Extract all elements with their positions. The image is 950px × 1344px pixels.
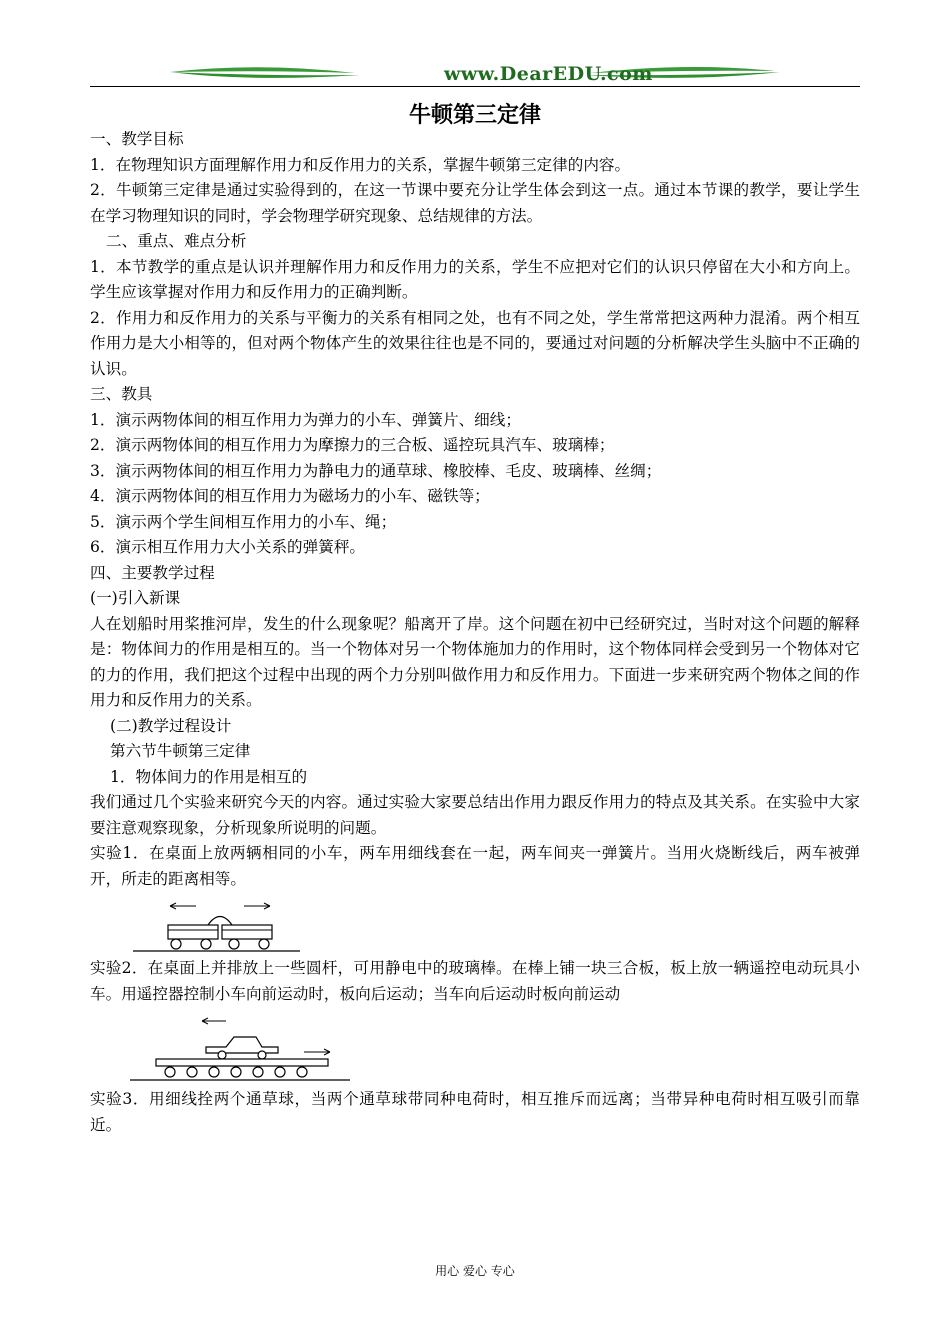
list-item: 5．演示两个学生间相互作用力的小车、绳； [90,512,397,531]
section-heading: 三、教具 [90,385,153,403]
paragraph: 1．在物理知识方面理解作用力和反作用力的关系，掌握牛顿第三定律的内容。 [90,155,631,174]
paragraph: 实验1．在桌面上放两辆相同的小车，两车用细线套在一起，两车间夹一弹簧片。当用火烧断线后，两车被弹开，所走的距离相等。 [90,844,860,888]
list-item: 6．演示相互作用力大小关系的弹簧秤。 [90,538,366,556]
list-item: 1．演示两物体间的相互作用力为弹力的小车、弹簧片、细线； [90,410,521,429]
list-item: 2．演示两物体间的相互作用力为摩擦力的三合板、遥控玩具汽车、玻璃棒； [90,436,615,454]
experiment-2-figure [90,1007,420,1087]
header-divider [90,86,860,87]
paragraph: 2．牛顿第三定律是通过实验得到的，在这一节课中要充分让学生体会到这一点。通过本节课的教学，要让学生在学习物理知识的同时，学会物理学研究现象、总结规律的方法。 [90,181,860,225]
paragraph: 我们通过几个实验来研究今天的内容。通过实验大家要总结出作用力跟反作用力的特点及其关系。在实验中大家要注意观察现象，分析现象所说明的问题。 [90,793,860,837]
section-heading: 二、重点、难点分析 [106,232,247,250]
list-item: 4．演示两物体间的相互作用力为磁场力的小车、磁铁等； [90,487,490,505]
subsection-heading: (一)引入新课 [90,589,181,607]
paragraph: 实验3．用细线拴两个通草球，当两个通草球带同种电荷时，相互推斥而远离；当带异种电荷时相互吸引而靠近。 [90,1090,860,1134]
list-item: 3．演示两物体间的相互作用力为静电力的通草球、橡胶棒、毛皮、玻璃棒、丝绸； [90,461,662,480]
page-header [90,60,860,90]
paragraph: 实验2．在桌面上并排放上一些圆杆，可用静电中的玻璃棒。在棒上铺一块三合板，板上放一辆遥控电动玩具小车。用遥控器控制小车向前运动时，板向后运动；当车向后运动时板向前运动 [90,959,860,1003]
paragraph: 1．本节教学的重点是认识并理解作用力和反作用力的关系，学生不应把对它们的认识只停留在大小和方向上。学生应该掌握对作用力和反作用力的正确判断。 [90,257,860,301]
page-title: 牛顿第三定律 [408,103,541,128]
site-logo[interactable]: www.DearEDU.com [444,63,653,85]
section-heading: 一、教学目标 [90,130,184,148]
experiment-1-figure [90,892,420,956]
section-heading: 四、主要教学过程 [90,563,215,582]
section-title: 第六节牛顿第三定律 [110,742,251,760]
subsection-heading: (二)教学过程设计 [110,716,232,735]
subsection-heading: 1．物体间力的作用是相互的 [110,767,308,786]
paragraph: 人在划船时用桨推河岸，发生的什么现象呢？船离开了岸。这个问题在初中已经研究过，当时对这个问题的解释是：物体间力的作用是相互的。当一个物体对另一个物体施加力的作用时，这个物体同样会受到另一个物体对它的力的作用，我们把这个过程中出现的两个力分别叫做作用力和反作用力。下面进一步来研究两个物体之间的作用力和反作用力的关系。 [90,614,860,709]
paragraph: 2．作用力和反作用力的关系与平衡力的关系有相同之处，也有不同之处，学生常常把这两种力混淆。两个相互作用力是大小相等的，但对两个物体产生的效果往往也是不同的，要通过对问题的分析解决学生头脑中不正确的认识。 [90,308,860,378]
page-footer: 用心 爱心 专心 [435,1264,515,1278]
document-body [90,127,860,1138]
